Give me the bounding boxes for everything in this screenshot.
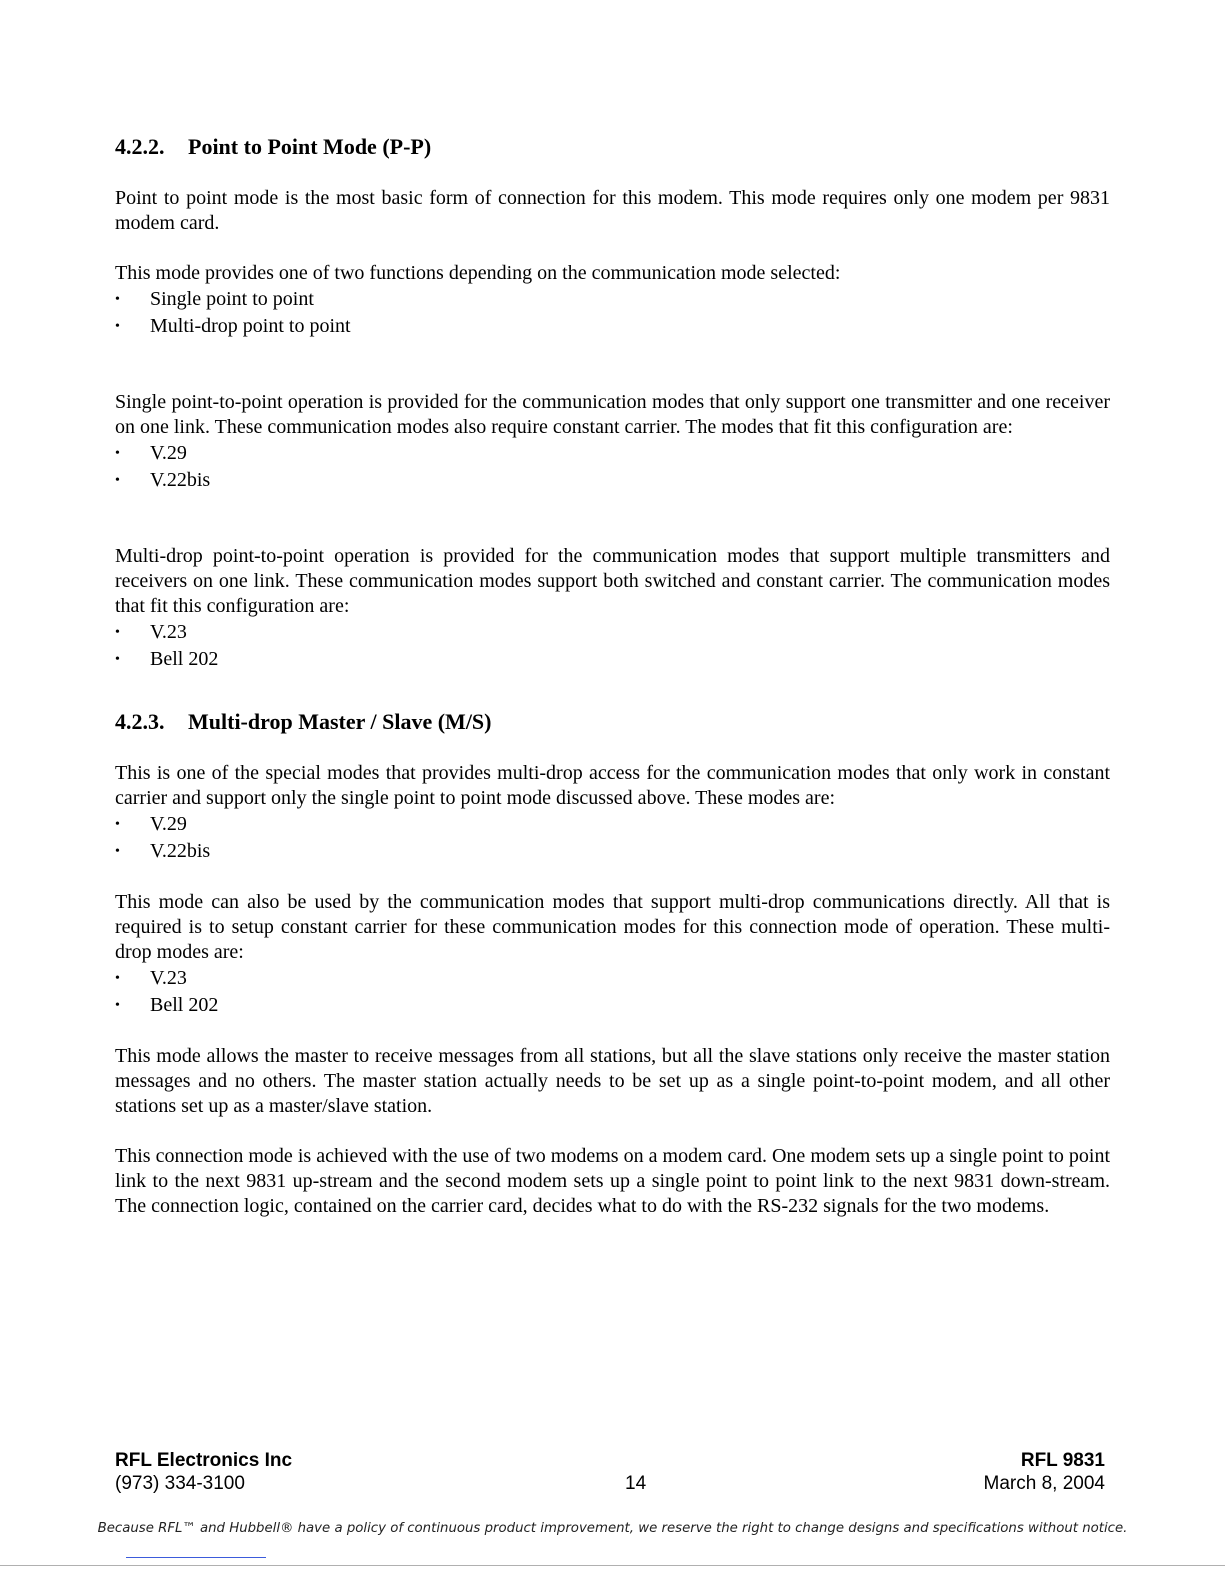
list-item: • Multi-drop point to point xyxy=(115,313,1110,340)
link-underline xyxy=(126,1557,266,1558)
bullet-list xyxy=(115,286,1110,340)
list-item: • V.29 xyxy=(115,440,1110,467)
list-item: • Bell 202 xyxy=(115,992,1110,1019)
page-number: 14 xyxy=(625,1473,647,1494)
paragraph: Multi-drop point-to-point operation is provided for the communication modes that support multiple transmitters and receivers on one link. These communication modes support both switched and constant carrier. The communication modes that fit this configuration are: xyxy=(115,545,1110,617)
footer-product: RFL 9831 xyxy=(1020,1450,1105,1471)
section-number: 4.2.3. xyxy=(115,709,165,734)
bullet-icon: • xyxy=(115,971,120,986)
bullet-icon: • xyxy=(115,319,120,334)
page-content xyxy=(115,120,1110,1244)
bullet-list xyxy=(115,440,1110,494)
footer-date: March 8, 2004 xyxy=(983,1473,1105,1494)
section-title: Multi-drop Master / Slave (M/S) xyxy=(188,709,492,734)
list-item: • V.22bis xyxy=(115,467,1110,494)
bullet-list xyxy=(115,811,1110,865)
paragraph: This mode provides one of two functions depending on the communication mode selected: xyxy=(115,262,841,284)
paragraph: This connection mode is achieved with the use of two modems on a modem card. One modem sets up a single point to point link to the next 9831 up-stream and the second modem sets up a single point to point link to the next 9831 down-stream. The connection logic, contained on the carrier card, decides what to do with the RS-232 signals for the two modems. xyxy=(115,1145,1110,1217)
footer-phone: (973) 334-3100 xyxy=(115,1473,245,1494)
paragraph: Single point-to-point operation is provided for the communication modes that only support one transmitter and one receiver on one link. These communication modes also require constant carrier. The modes that fit this configuration are: xyxy=(115,391,1110,438)
paragraph: This mode can also be used by the communication modes that support multi-drop communications directly. All that is required is to setup constant carrier for these communication modes for this connection mode of operation. These multi-drop modes are: xyxy=(115,891,1110,963)
bottom-divider xyxy=(0,1565,1225,1566)
section-heading-4-2-3 xyxy=(115,707,1110,737)
section-number: 4.2.2. xyxy=(115,134,165,159)
bullet-icon: • xyxy=(115,652,120,667)
bullet-icon: • xyxy=(115,844,120,859)
paragraph: This is one of the special modes that provides multi-drop access for the communication modes that only work in constant carrier and support only the single point to point mode discussed above. These modes are: xyxy=(115,762,1110,809)
bullet-icon: • xyxy=(115,446,120,461)
list-item: • V.22bis xyxy=(115,838,1110,865)
bullet-icon: • xyxy=(115,473,120,488)
section-heading-4-2-2 xyxy=(115,132,1110,162)
list-item: • Bell 202 xyxy=(115,646,1110,673)
list-item: • V.23 xyxy=(115,965,1110,992)
list-item: • V.23 xyxy=(115,619,1110,646)
disclaimer-text: Because RFL™ and Hubbell® have a policy of continuous product improvement, we reserve the right to change designs and specifications without notice. xyxy=(97,1521,1128,1536)
footer-company: RFL Electronics Inc xyxy=(115,1450,293,1471)
paragraph: This mode allows the master to receive messages from all stations, but all the slave stations only receive the master station messages and no others. The master station actually needs to be set up as a single point-to-point modem, and all other stations set up as a master/slave station. xyxy=(115,1045,1110,1117)
bullet-icon: • xyxy=(115,292,120,307)
paragraph: Point to point mode is the most basic form of connection for this modem. This mode requires only one modem per 9831 modem card. xyxy=(115,187,1110,234)
section-title: Point to Point Mode (P-P) xyxy=(188,134,432,159)
bullet-list xyxy=(115,619,1110,673)
page-footer xyxy=(115,1449,1105,1495)
bullet-icon: • xyxy=(115,998,120,1013)
bullet-icon: • xyxy=(115,625,120,640)
list-item: • V.29 xyxy=(115,811,1110,838)
bullet-icon: • xyxy=(115,817,120,832)
list-item: • Single point to point xyxy=(115,286,1110,313)
bullet-list xyxy=(115,965,1110,1019)
